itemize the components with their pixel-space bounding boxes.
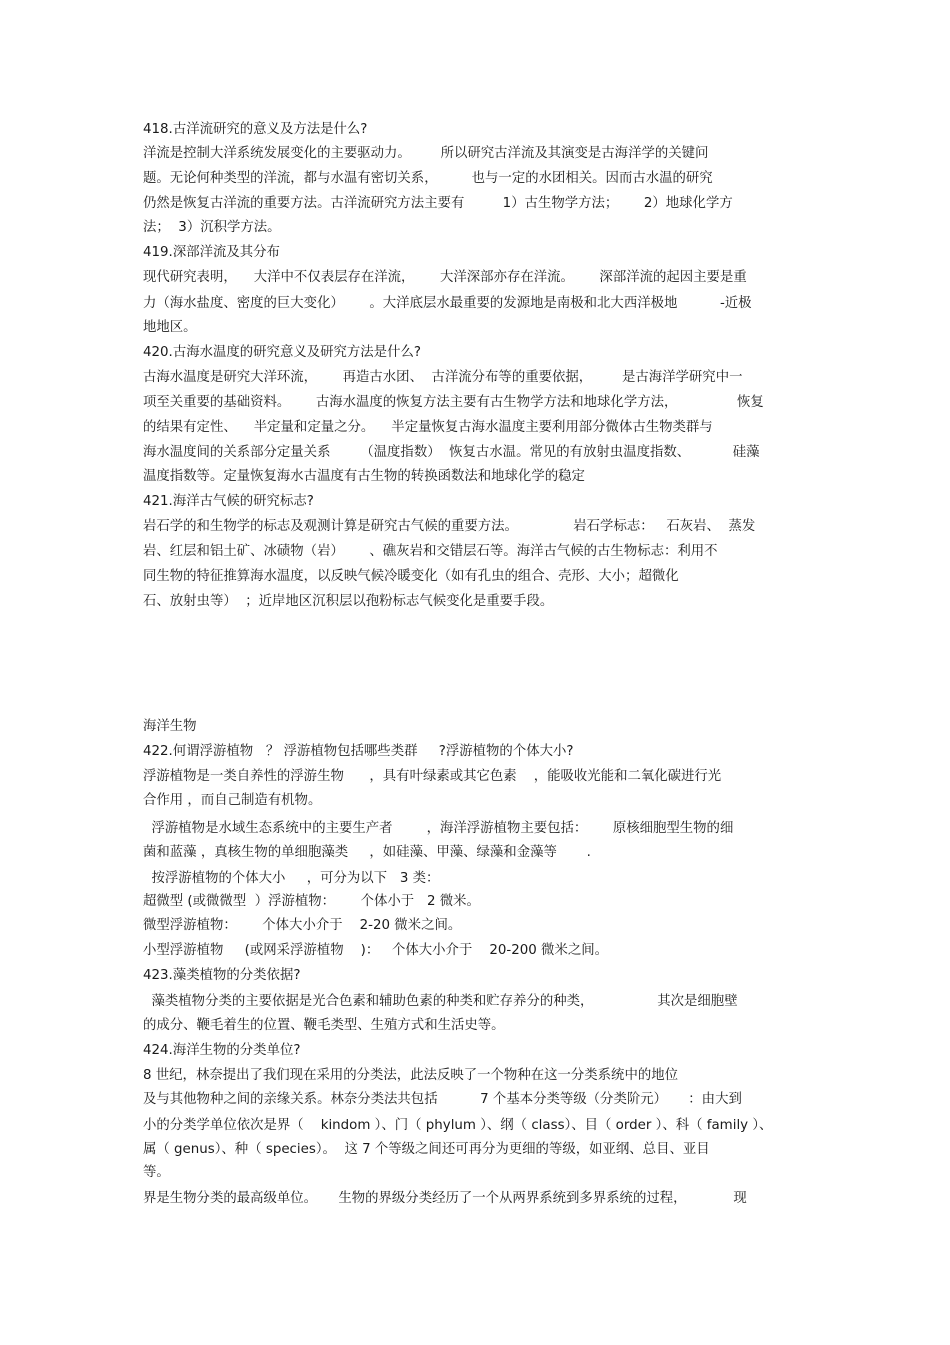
paragraph-line: 藻类植物分类的主要依据是光合色素和辅助色素的种类和贮存养分的种类， 其次是细胞壁 bbox=[143, 994, 738, 1009]
question-421-heading: 421.海洋古气候的研究标志? bbox=[143, 494, 314, 509]
paragraph-line: 属（ genus）、种（ species）。 这 7 个等级之间还可再分为更细的等级，如亚纲、总目、亚目 bbox=[143, 1142, 710, 1157]
paragraph-line: 小型浮游植物 (或网采浮游植物 )： 个体大小介于 20-200 微米之间。 bbox=[143, 943, 609, 958]
question-420-heading: 420.古海水温度的研究意义及研究方法是什么? bbox=[143, 345, 421, 360]
paragraph-line: 界是生物分类的最高级单位。 生物的界级分类经历了一个从两界系统到多界系统的过程， 现 bbox=[143, 1191, 747, 1206]
question-423-heading: 423.藻类植物的分类依据? bbox=[143, 968, 301, 983]
paragraph-line: 法； 3）沉积学方法。 bbox=[143, 220, 281, 235]
paragraph-line: 及与其他物种之间的亲缘关系。林奈分类法共包括 7 个基本分类等级（分类阶元） ：由大到 bbox=[143, 1092, 742, 1107]
paragraph-line: 石、放射虫等） ；近岸地区沉积层以孢粉标志气候变化是重要手段。 bbox=[143, 594, 554, 609]
paragraph-line: 等。 bbox=[143, 1165, 170, 1180]
paragraph-line: 古海水温度是研究大洋环流， 再造古水团、 古洋流分布等的重要依据， 是古海洋学研究中一 bbox=[143, 370, 743, 385]
paragraph-line: 微型浮游植物： 个体大小介于 2-20 微米之间。 bbox=[143, 918, 462, 933]
paragraph-line: 的成分、鞭毛着生的位置、鞭毛类型、生殖方式和生活史等。 bbox=[143, 1018, 505, 1033]
section-title-marine-biology: 海洋生物 bbox=[143, 719, 197, 734]
paragraph-line: 浮游植物是一类自养性的浮游生物 ，具有叶绿素或其它色素 ，能吸收光能和二氧化碳进行光 bbox=[143, 769, 722, 784]
paragraph-line: 岩、红层和铝土矿、冰碛物（岩） 、礁灰岩和交错层石等。海洋古气候的古生物标志：利用不 bbox=[143, 544, 718, 559]
paragraph-line: 超微型 (或微微型 ）浮游植物： 个体小于 2 微米。 bbox=[143, 894, 480, 909]
paragraph-line: 海水温度间的关系部分定量关系 （温度指数） 恢复古水温。常见的有放射虫温度指数、 硅藻 bbox=[143, 445, 760, 460]
paragraph-line: 力（海水盐度、密度的巨大变化） 。大洋底层水最重要的发源地是南极和北大西洋极地 -近极 bbox=[143, 296, 752, 311]
paragraph-line: 仍然是恢复古洋流的重要方法。古洋流研究方法主要有 1）古生物学方法； 2）地球化学方 bbox=[143, 196, 733, 211]
question-418-heading: 418.古洋流研究的意义及方法是什么? bbox=[143, 122, 368, 137]
question-419-heading: 419.深部洋流及其分布 bbox=[143, 245, 280, 260]
paragraph-line: 现代研究表明， 大洋中不仅表层存在洋流， 大洋深部亦存在洋流。 深部洋流的起因主要是重 bbox=[143, 270, 747, 285]
paragraph-line: 洋流是控制大洋系统发展变化的主要驱动力。 所以研究古洋流及其演变是古海洋学的关键问 bbox=[143, 146, 709, 161]
paragraph-line: 同生物的特征推算海水温度，以反映气候冷暖变化（如有孔虫的组合、壳形、大小；超微化 bbox=[143, 569, 679, 584]
question-424-heading: 424.海洋生物的分类单位? bbox=[143, 1043, 301, 1058]
paragraph-line: 8 世纪，林奈提出了我们现在采用的分类法，此法反映了一个物种在这一分类系统中的地位 bbox=[143, 1068, 679, 1083]
question-422-heading: 422.何谓浮游植物 ？ 浮游植物包括哪些类群 ?浮游植物的个体大小? bbox=[143, 744, 574, 759]
paragraph-line: 合作用 ，而自己制造有机物。 bbox=[143, 793, 322, 808]
paragraph-line: 菌和蓝藻 ，真核生物的单细胞藻类 ，如硅藻、甲藻、绿藻和金藻等 . bbox=[143, 845, 591, 860]
paragraph-line: 题。无论何种类型的洋流，都与水温有密切关系， 也与一定的水团相关。因而古水温的研究 bbox=[143, 171, 713, 186]
paragraph-line: 岩石学的和生物学的标志及观测计算是研究古气候的重要方法。 岩石学标志： 石灰岩、 蒸发 bbox=[143, 519, 756, 534]
paragraph-line: 小的分类学单位依次是界（ kindom ）、门（ phylum ）、纲（ class）、目（ order ）、科（ family ）、 bbox=[143, 1118, 773, 1133]
paragraph-line: 项至关重要的基础资料。 古海水温度的恢复方法主要有古生物学方法和地球化学方法， 恢复 bbox=[143, 395, 764, 410]
paragraph-line: 浮游植物是水域生态系统中的主要生产者 ，海洋浮游植物主要包括： 原核细胞型生物的细 bbox=[143, 821, 734, 836]
paragraph-line: 的结果有定性、 半定量和定量之分。 半定量恢复古海水温度主要利用部分微体古生物类群与 bbox=[143, 420, 713, 435]
paragraph-line: 地地区。 bbox=[143, 320, 197, 335]
paragraph-line: 温度指数等。定量恢复海水古温度有古生物的转换函数法和地球化学的稳定 bbox=[143, 469, 585, 484]
paragraph-line: 按浮游植物的个体大小 ，可分为以下 3 类： bbox=[143, 871, 440, 886]
